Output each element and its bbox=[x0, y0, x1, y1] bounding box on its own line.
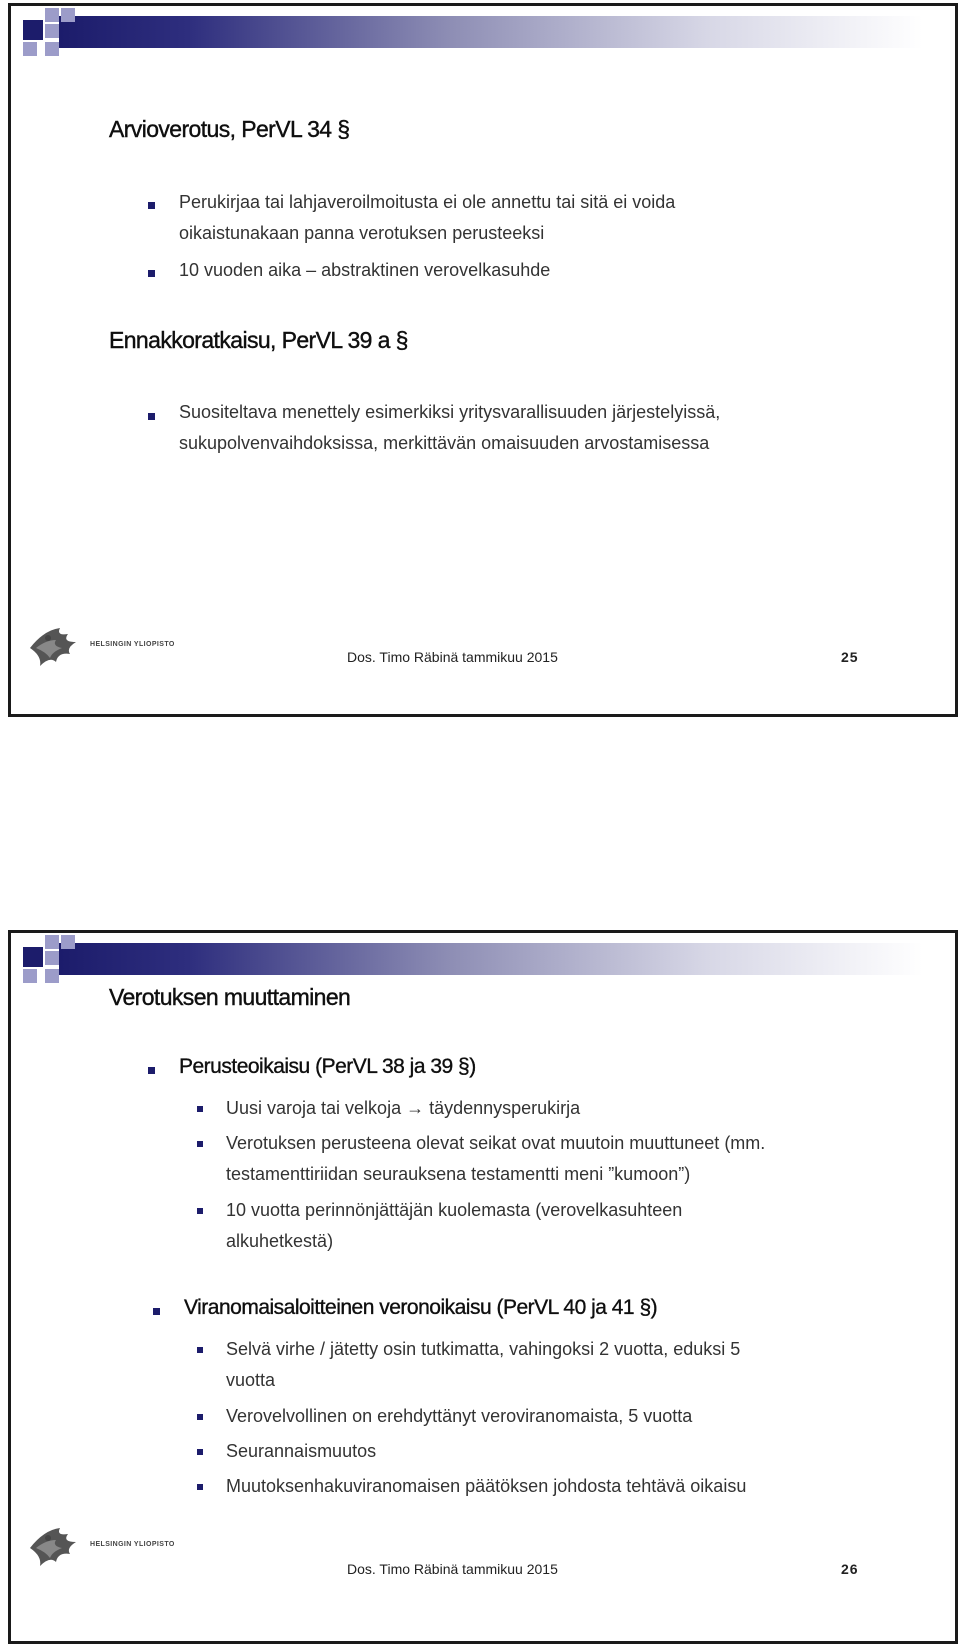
university-logo bbox=[26, 1518, 175, 1583]
decor-square bbox=[23, 969, 37, 983]
decor-square bbox=[23, 947, 43, 967]
bullet-marker bbox=[148, 270, 155, 277]
decor-square bbox=[61, 935, 75, 949]
bullet-marker bbox=[148, 1067, 155, 1074]
bullet-item bbox=[179, 397, 720, 459]
page-number: 25 bbox=[841, 649, 859, 665]
list-line: Muutoksenhakuviranomaisen päätöksen johdosta tehtävä oikaisu bbox=[226, 1476, 747, 1496]
decor-square bbox=[23, 20, 43, 40]
list-line: Uusi varoja tai velkoja → täydennysperukirja bbox=[226, 1098, 581, 1118]
decor-square bbox=[45, 24, 59, 38]
bullet-line: 10 vuoden aika – abstraktinen verovelkasuhde bbox=[179, 260, 551, 280]
slide-25 bbox=[8, 3, 958, 717]
list-line: Selvä virhe / jätetty osin tutkimatta, vahingoksi 2 vuotta, eduksi 5 bbox=[226, 1339, 741, 1359]
header-gradient-bar bbox=[59, 943, 923, 975]
bullet-marker bbox=[197, 1208, 203, 1214]
decor-square bbox=[45, 42, 59, 56]
bullet-item bbox=[179, 255, 550, 286]
decor-square bbox=[45, 969, 59, 983]
bullet-marker bbox=[197, 1414, 203, 1420]
decor-square bbox=[61, 8, 75, 22]
list-item bbox=[226, 1195, 682, 1257]
bullet-marker bbox=[197, 1106, 203, 1112]
list-line: Verovelvollinen on erehdyttänyt veroviranomaista, 5 vuotta bbox=[226, 1406, 693, 1426]
bullet-marker bbox=[197, 1449, 203, 1455]
list-line: 10 vuotta perinnönjättäjän kuolemasta (verovelkasuhteen bbox=[226, 1200, 683, 1220]
page-number: 26 bbox=[841, 1561, 859, 1577]
university-logo bbox=[26, 618, 175, 683]
slide-title: Arvioverotus, PerVL 34 § bbox=[109, 116, 350, 142]
slide-26 bbox=[8, 930, 958, 1644]
decor-square bbox=[45, 8, 59, 22]
header-gradient-bar bbox=[59, 16, 923, 48]
bullet-line: oikaistunakaan panna verotuksen perusteeksi bbox=[179, 223, 545, 243]
decor-square bbox=[23, 42, 37, 56]
list-line: alkuhetkestä) bbox=[226, 1231, 334, 1251]
list-line: Seurannaismuutos bbox=[226, 1441, 377, 1461]
list-line: testamenttiriidan seurauksena testamentti meni ”kumoon”) bbox=[226, 1164, 691, 1184]
seal-icon bbox=[26, 618, 86, 678]
decor-square bbox=[45, 951, 59, 965]
logo-text: HELSINGIN YLIOPISTO bbox=[90, 641, 175, 648]
list-item bbox=[226, 1401, 692, 1432]
bullet-item bbox=[179, 187, 675, 249]
footer-author: Dos. Timo Räbinä tammikuu 2015 bbox=[347, 1561, 558, 1577]
footer-author: Dos. Timo Räbinä tammikuu 2015 bbox=[347, 649, 558, 665]
slide-title: Verotuksen muuttaminen bbox=[109, 984, 351, 1010]
list-line: vuotta bbox=[226, 1370, 276, 1390]
bullet-line: Suositeltava menettely esimerkiksi yritysvarallisuuden järjestelyissä, bbox=[179, 402, 721, 422]
list-line: Verotuksen perusteena olevat seikat ovat muutoin muuttuneet (mm. bbox=[226, 1133, 766, 1153]
bullet-line: Perukirjaa tai lahjaveroilmoitusta ei ole annettu tai sitä ei voida bbox=[179, 192, 676, 212]
bullet-marker bbox=[197, 1347, 203, 1353]
decor-square bbox=[45, 935, 59, 949]
bullet-marker bbox=[197, 1484, 203, 1490]
bullet-marker bbox=[153, 1308, 160, 1315]
list-item bbox=[226, 1128, 765, 1190]
header-decoration bbox=[11, 6, 960, 66]
list-item bbox=[226, 1334, 740, 1396]
bullet-marker bbox=[148, 202, 155, 209]
section-title: Viranomaisaloitteinen veronoikaisu (PerVL 40 ja 41 §) bbox=[184, 1296, 658, 1319]
list-item bbox=[226, 1093, 580, 1124]
bullet-marker bbox=[197, 1141, 203, 1147]
logo-text: HELSINGIN YLIOPISTO bbox=[90, 1541, 175, 1548]
section-title: Perusteoikaisu (PerVL 38 ja 39 §) bbox=[179, 1055, 476, 1078]
seal-icon bbox=[26, 1518, 86, 1578]
list-item bbox=[226, 1436, 376, 1467]
bullet-line: sukupolvenvaihdoksissa, merkittävän omaisuuden arvostamisessa bbox=[179, 433, 710, 453]
list-item bbox=[226, 1471, 746, 1502]
section-title: Ennakkoratkaisu, PerVL 39 a § bbox=[109, 327, 408, 353]
bullet-marker bbox=[148, 413, 155, 420]
